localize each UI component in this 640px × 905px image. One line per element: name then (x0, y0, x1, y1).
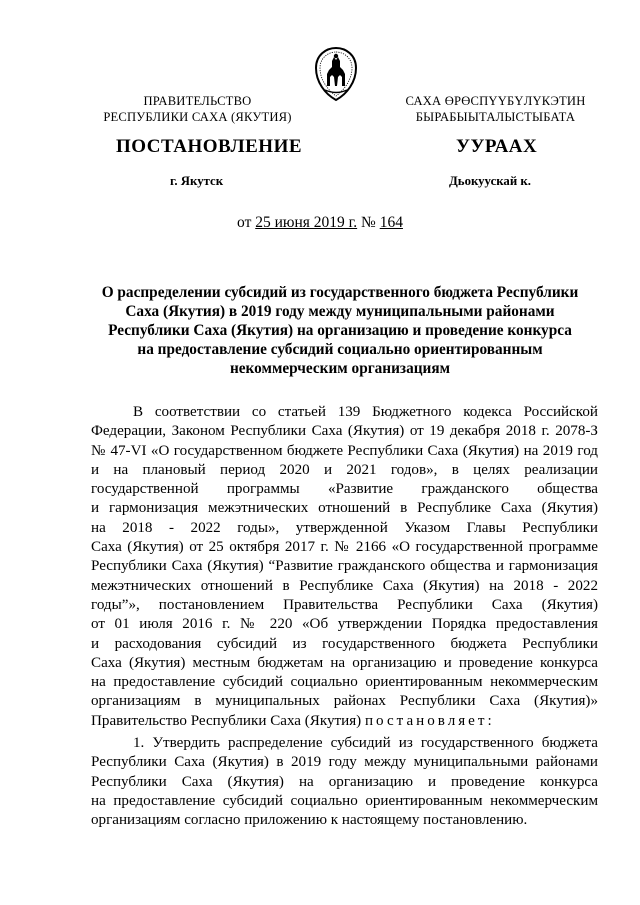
doc-type-ru: ПОСТАНОВЛЕНИЕ (116, 136, 303, 157)
text-line: межэтнических отношений в Республике Саха (Якутия) на 2018 - 2022 (91, 577, 598, 594)
org-ru-line: ПРАВИТЕЛЬСТВО (143, 94, 252, 108)
text-line: государственной программы «Развитие гражданского общества (91, 481, 598, 498)
org-sakha-line: БЫРАБЫЫТАЛЫСТЫБАТА (415, 110, 576, 124)
number-sign: № (357, 214, 380, 231)
org-sakha-line: САХА ӨРӨСПҮҮБҮЛҮКЭТИН (405, 94, 586, 108)
text-line: годы”», постановлением Правительства Республики Саха (Якутия) (91, 596, 598, 613)
text-line: Республики Саха (Якутия) в 2019 году между муниципальными районами (91, 754, 598, 771)
text-line: организациям в муниципальных районах Республики Саха (Якутия)» (91, 693, 598, 710)
title-line: Республики Саха (Якутия) на организацию и проведение конкурса (108, 322, 572, 339)
title-line: Саха (Якутия) в 2019 году между муниципальными районами (125, 303, 555, 320)
decree-date: 25 июня 2019 г. (255, 214, 358, 231)
text-line: Республики Саха (Якутия) на организацию и проведение конкурса (91, 773, 598, 790)
text-line: на 2018 - 2022 годы», утвержденной Указом Главы Республики (91, 519, 598, 536)
text-line: и гармонизация межэтнических отношений в Республике Саха (Якутия) (91, 500, 598, 517)
city-ru: г. Якутск (170, 174, 224, 188)
decree-title (96, 283, 584, 378)
text-line: Федерации, Законом Республики Саха (Якутия) от 19 декабря 2018 г. 2078-З (91, 423, 598, 440)
text-line: на предоставление субсидий социально ориентированным некоммерческим (91, 674, 598, 691)
text-line (91, 712, 598, 731)
clause-1-paragraph (91, 734, 598, 830)
text-line: Саха (Якутия) местным бюджетам на организацию и проведение конкурса (91, 654, 598, 671)
text-line: Республики Саха (Якутия) “Развитие гражданского общества и гармонизация (91, 558, 598, 575)
date-prefix: от (237, 214, 256, 231)
city-sakha: Дьокуускай к. (449, 174, 531, 188)
text-line: Саха (Якутия) от 25 октября 2017 г. № 2166 «О государственной программе (91, 539, 598, 556)
text-line: организациям согласно приложению к настоящему постановлению. (91, 812, 528, 829)
government-name-sakha (388, 93, 603, 125)
decree-number: 164 (379, 214, 403, 231)
text-line: от 01 июля 2016 г. № 220 «Об утверждении Порядка предоставления (91, 616, 598, 633)
doc-type-sakha: УУРААХ (456, 136, 538, 157)
resolves-word: постановляет: (364, 712, 495, 729)
text-line: № 47-VI «О государственном бюджете Республики Саха (Якутия) на 2019 год (91, 442, 598, 459)
text-fragment: Правительство Республики Саха (Якутия) (91, 712, 365, 729)
text-line: на предоставление субсидий социально ориентированным некоммерческим (91, 792, 598, 809)
title-line: О распределении субсидий из государственного бюджета Республики (101, 284, 579, 301)
text-line: и расходования субсидий из государственного бюджета Республики (91, 635, 598, 652)
org-ru-line: РЕСПУБЛИКИ САХА (ЯКУТИЯ) (103, 110, 292, 124)
text-line: 1. Утвердить распределение субсидий из государственного бюджета (133, 735, 598, 751)
text-line: и на плановый период 2020 и 2021 годов», в целях реализации (91, 461, 598, 478)
decree-date-line (0, 214, 640, 232)
coat-of-arms-emblem (313, 46, 359, 102)
text-line: В соответствии со статьей 139 Бюджетного кодекса Российской (133, 404, 598, 420)
government-name-ru (95, 93, 300, 125)
preamble-paragraph (91, 403, 598, 731)
title-line: некоммерческим организациям (229, 360, 451, 377)
title-line: на предоставление субсидий социально ориентированным (137, 341, 543, 358)
